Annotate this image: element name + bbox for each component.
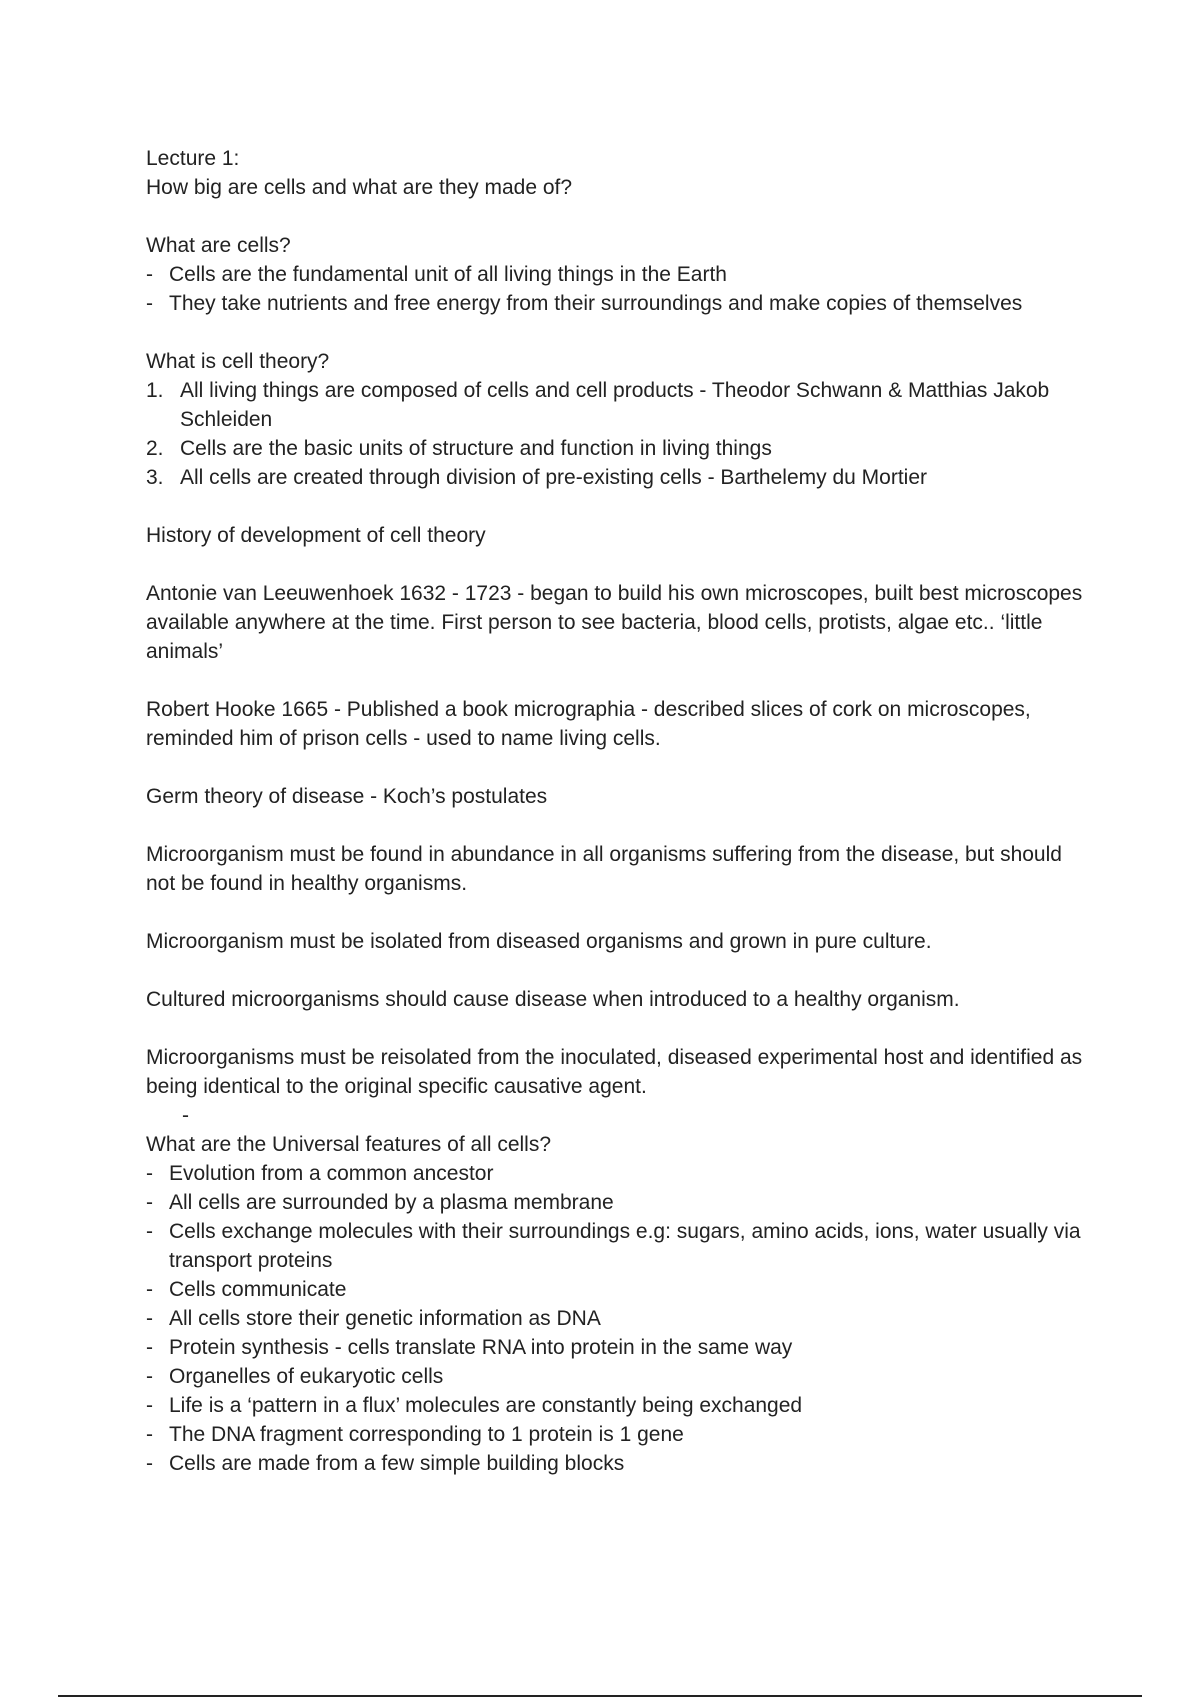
list-item <box>146 1304 1086 1333</box>
dash-bullet: - <box>146 1365 153 1388</box>
universal-features-heading: What are the Universal features of all cells? <box>146 1133 552 1156</box>
spacer <box>146 811 1086 840</box>
cell-theory-heading: What is cell theory? <box>146 350 330 373</box>
dash-bullet: - <box>146 1162 153 1185</box>
list-item-text: Life is a ‘pattern in a flux’ molecules are constantly being exchanged <box>169 1394 803 1417</box>
postulate-1: Microorganism must be found in abundance in all organisms suffering from the disease, but should not be found in healthy organisms. <box>146 843 1062 895</box>
list-item-text: Cells communicate <box>169 1278 347 1301</box>
dash-bullet: - <box>146 1220 153 1243</box>
dash-bullet: - <box>146 1278 153 1301</box>
spacer <box>146 753 1086 782</box>
spacer <box>146 1014 1086 1043</box>
list-item-text: Cells exchange molecules with their surroundings e.g: sugars, amino acids, ions, water usually via transport proteins <box>169 1220 1081 1272</box>
list-item-text: All living things are composed of cells and cell products - Theodor Schwann & Matthias Jakob Schleiden <box>180 379 1050 431</box>
list-item-text: Cells are made from a few simple building blocks <box>169 1452 625 1475</box>
list-item <box>146 1275 1086 1304</box>
list-item-text: Cells are the fundamental unit of all living things in the Earth <box>169 263 727 286</box>
lecture-label: Lecture 1: <box>146 147 240 170</box>
germ-theory-heading: Germ theory of disease - Koch’s postulates <box>146 785 548 808</box>
list-item <box>146 1188 1086 1217</box>
what-are-cells-heading: What are cells? <box>146 234 291 257</box>
dash-bullet: - <box>146 1307 153 1330</box>
lecture-title: How big are cells and what are they made of? <box>146 176 573 199</box>
history-heading: History of development of cell theory <box>146 524 486 547</box>
spacer <box>146 492 1086 521</box>
postulate-2: Microorganism must be isolated from diseased organisms and grown in pure culture. <box>146 930 932 953</box>
list-item-text: Evolution from a common ancestor <box>169 1162 494 1185</box>
stray-dash-mark: - <box>182 1104 189 1127</box>
spacer <box>146 898 1086 927</box>
footer-divider <box>58 1695 1142 1697</box>
list-item-text: Protein synthesis - cells translate RNA into protein in the same way <box>169 1336 793 1359</box>
list-number: 2. <box>146 437 164 460</box>
spacer <box>146 956 1086 985</box>
spacer <box>146 202 1086 231</box>
leeuwenhoek-paragraph: Antonie van Leeuwenhoek 1632 - 1723 - began to build his own microscopes, built best microscopes available anywhere at the time. First person to see bacteria, blood cells, protists, algae etc.. ‘little animals’ <box>146 582 1083 663</box>
list-item <box>146 1449 1086 1478</box>
list-item-text: Organelles of eukaryotic cells <box>169 1365 444 1388</box>
spacer <box>146 666 1086 695</box>
list-item-text: The DNA fragment corresponding to 1 protein is 1 gene <box>169 1423 684 1446</box>
list-number: 1. <box>146 379 164 402</box>
spacer <box>146 550 1086 579</box>
dash-bullet: - <box>146 1394 153 1417</box>
dash-bullet: - <box>146 1191 153 1214</box>
list-item <box>146 1391 1086 1420</box>
spacer <box>146 318 1086 347</box>
list-item <box>146 1362 1086 1391</box>
postulate-3: Cultured microorganisms should cause disease when introduced to a healthy organism. <box>146 988 960 1011</box>
hooke-paragraph: Robert Hooke 1665 - Published a book micrographia - described slices of cork on microscopes, reminded him of prison cells - used to name living cells. <box>146 698 1031 750</box>
list-item <box>146 434 1086 463</box>
dash-bullet: - <box>146 1452 153 1475</box>
list-item <box>146 376 1086 434</box>
dash-bullet: - <box>146 263 153 286</box>
list-item <box>146 1333 1086 1362</box>
list-item <box>146 1217 1086 1275</box>
dash-bullet: - <box>146 1336 153 1359</box>
list-item <box>146 260 1086 289</box>
universal-features-list <box>146 1159 1086 1478</box>
list-item-text: All cells store their genetic information as DNA <box>169 1307 601 1330</box>
list-item <box>146 1159 1086 1188</box>
list-item <box>146 463 1086 492</box>
cell-theory-list <box>146 376 1086 492</box>
list-item-text: Cells are the basic units of structure and function in living things <box>180 437 772 460</box>
list-item-text: They take nutrients and free energy from their surroundings and make copies of themselves <box>169 292 1023 315</box>
postulate-4: Microorganisms must be reisolated from the inoculated, diseased experimental host and identified as being identical to the original specific causative agent. <box>146 1046 1083 1098</box>
dash-bullet: - <box>146 1423 153 1446</box>
document-page <box>146 144 1086 1478</box>
list-number: 3. <box>146 466 164 489</box>
list-item <box>146 1420 1086 1449</box>
list-item <box>146 289 1086 318</box>
list-item-text: All cells are created through division of pre-existing cells - Barthelemy du Mortier <box>180 466 927 489</box>
what-are-cells-list <box>146 260 1086 318</box>
dash-bullet: - <box>146 292 153 315</box>
list-item-text: All cells are surrounded by a plasma membrane <box>169 1191 614 1214</box>
